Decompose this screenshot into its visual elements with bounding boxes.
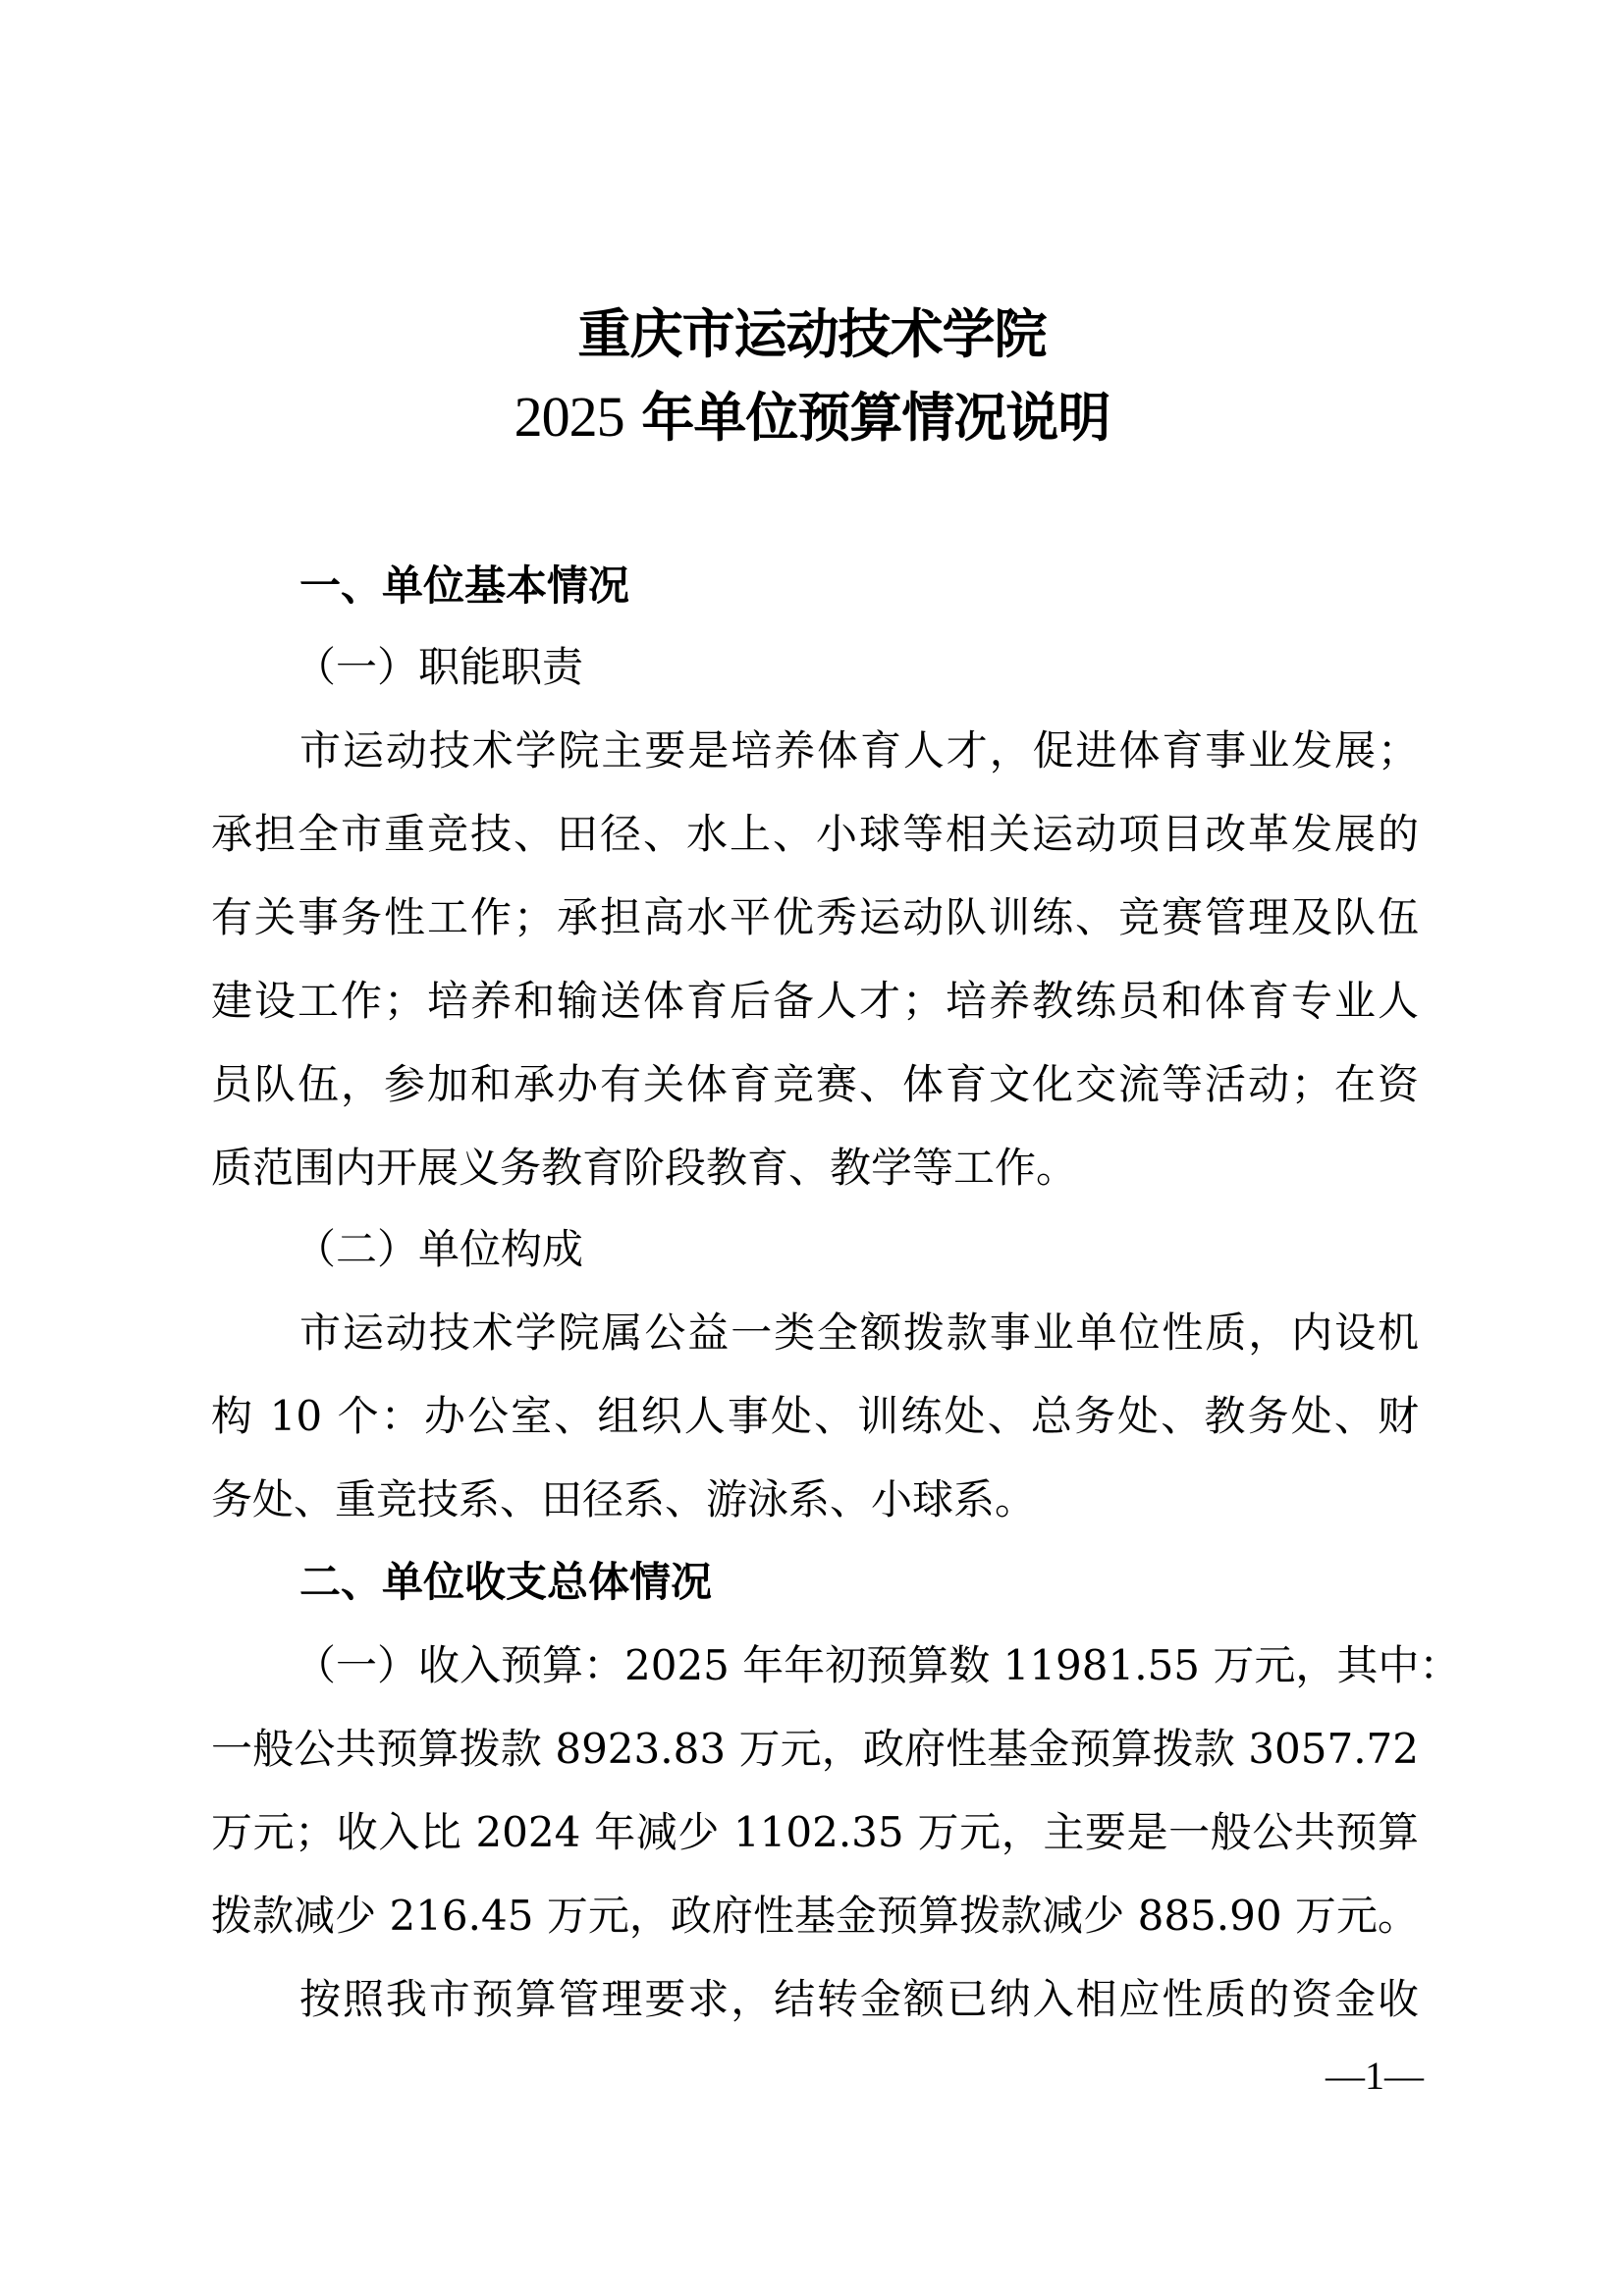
page-number: —1— xyxy=(1326,2054,1424,2098)
title-text: 年单位预算情况说明 xyxy=(623,386,1110,449)
paragraph-line: 拨款减少 216.45 万元，政府性基金预算拨款减少 885.90 万元。 xyxy=(211,1892,1419,1940)
paragraph-line: 按照我市预算管理要求，结转金额已纳入相应性质的资金收 xyxy=(299,1975,1419,2023)
title-year: 2025 xyxy=(514,385,624,449)
paragraph-line: 建设工作；培养和输送体育后备人才；培养教练员和体育专业人 xyxy=(211,977,1419,1025)
paragraph-line: 市运动技术学院主要是培养体育人才，促进体育事业发展； xyxy=(299,726,1419,774)
section-heading-1: 一、单位基本情况 xyxy=(299,561,630,610)
paragraph-line: 2025 年年初预算数 11981.55 万元，其中： xyxy=(624,1641,1461,1689)
subsection-heading-2-1: （一）收入预算： xyxy=(295,1641,625,1689)
document-title-line1: 重庆市运动技术学院 xyxy=(577,302,1047,365)
paragraph-line: 构 10 个：办公室、组织人事处、训练处、总务处、教务处、财 xyxy=(211,1392,1419,1440)
paragraph-line: 员队伍，参加和承办有关体育竞赛、体育文化交流等活动；在资 xyxy=(211,1060,1419,1108)
section-heading-2: 二、单位收支总体情况 xyxy=(299,1558,713,1606)
paragraph-line: 万元；收入比 2024 年减少 1102.35 万元，主要是一般公共预算 xyxy=(211,1808,1419,1856)
paragraph-line: 质范围内开展义务教育阶段教育、教学等工作。 xyxy=(211,1144,1078,1192)
paragraph-line: 市运动技术学院属公益一类全额拨款事业单位性质，内设机 xyxy=(299,1308,1419,1357)
subsection-heading-1-2: （二）单位构成 xyxy=(295,1225,584,1273)
paragraph-line: 承担全市重竞技、田径、水上、小球等相关运动项目改革发展的 xyxy=(211,810,1419,858)
document-title-line2 xyxy=(0,378,1624,456)
subsection-heading-1-1: （一）职能职责 xyxy=(295,643,584,691)
paragraph-line: 一般公共预算拨款 8923.83 万元，政府性基金预算拨款 3057.72 xyxy=(211,1725,1419,1773)
paragraph-line: 有关事务性工作；承担高水平优秀运动队训练、竞赛管理及队伍 xyxy=(211,893,1419,941)
paragraph-line: 务处、重竞技系、田径系、游泳系、小球系。 xyxy=(211,1475,1037,1523)
income-budget-line xyxy=(295,1636,1461,1695)
